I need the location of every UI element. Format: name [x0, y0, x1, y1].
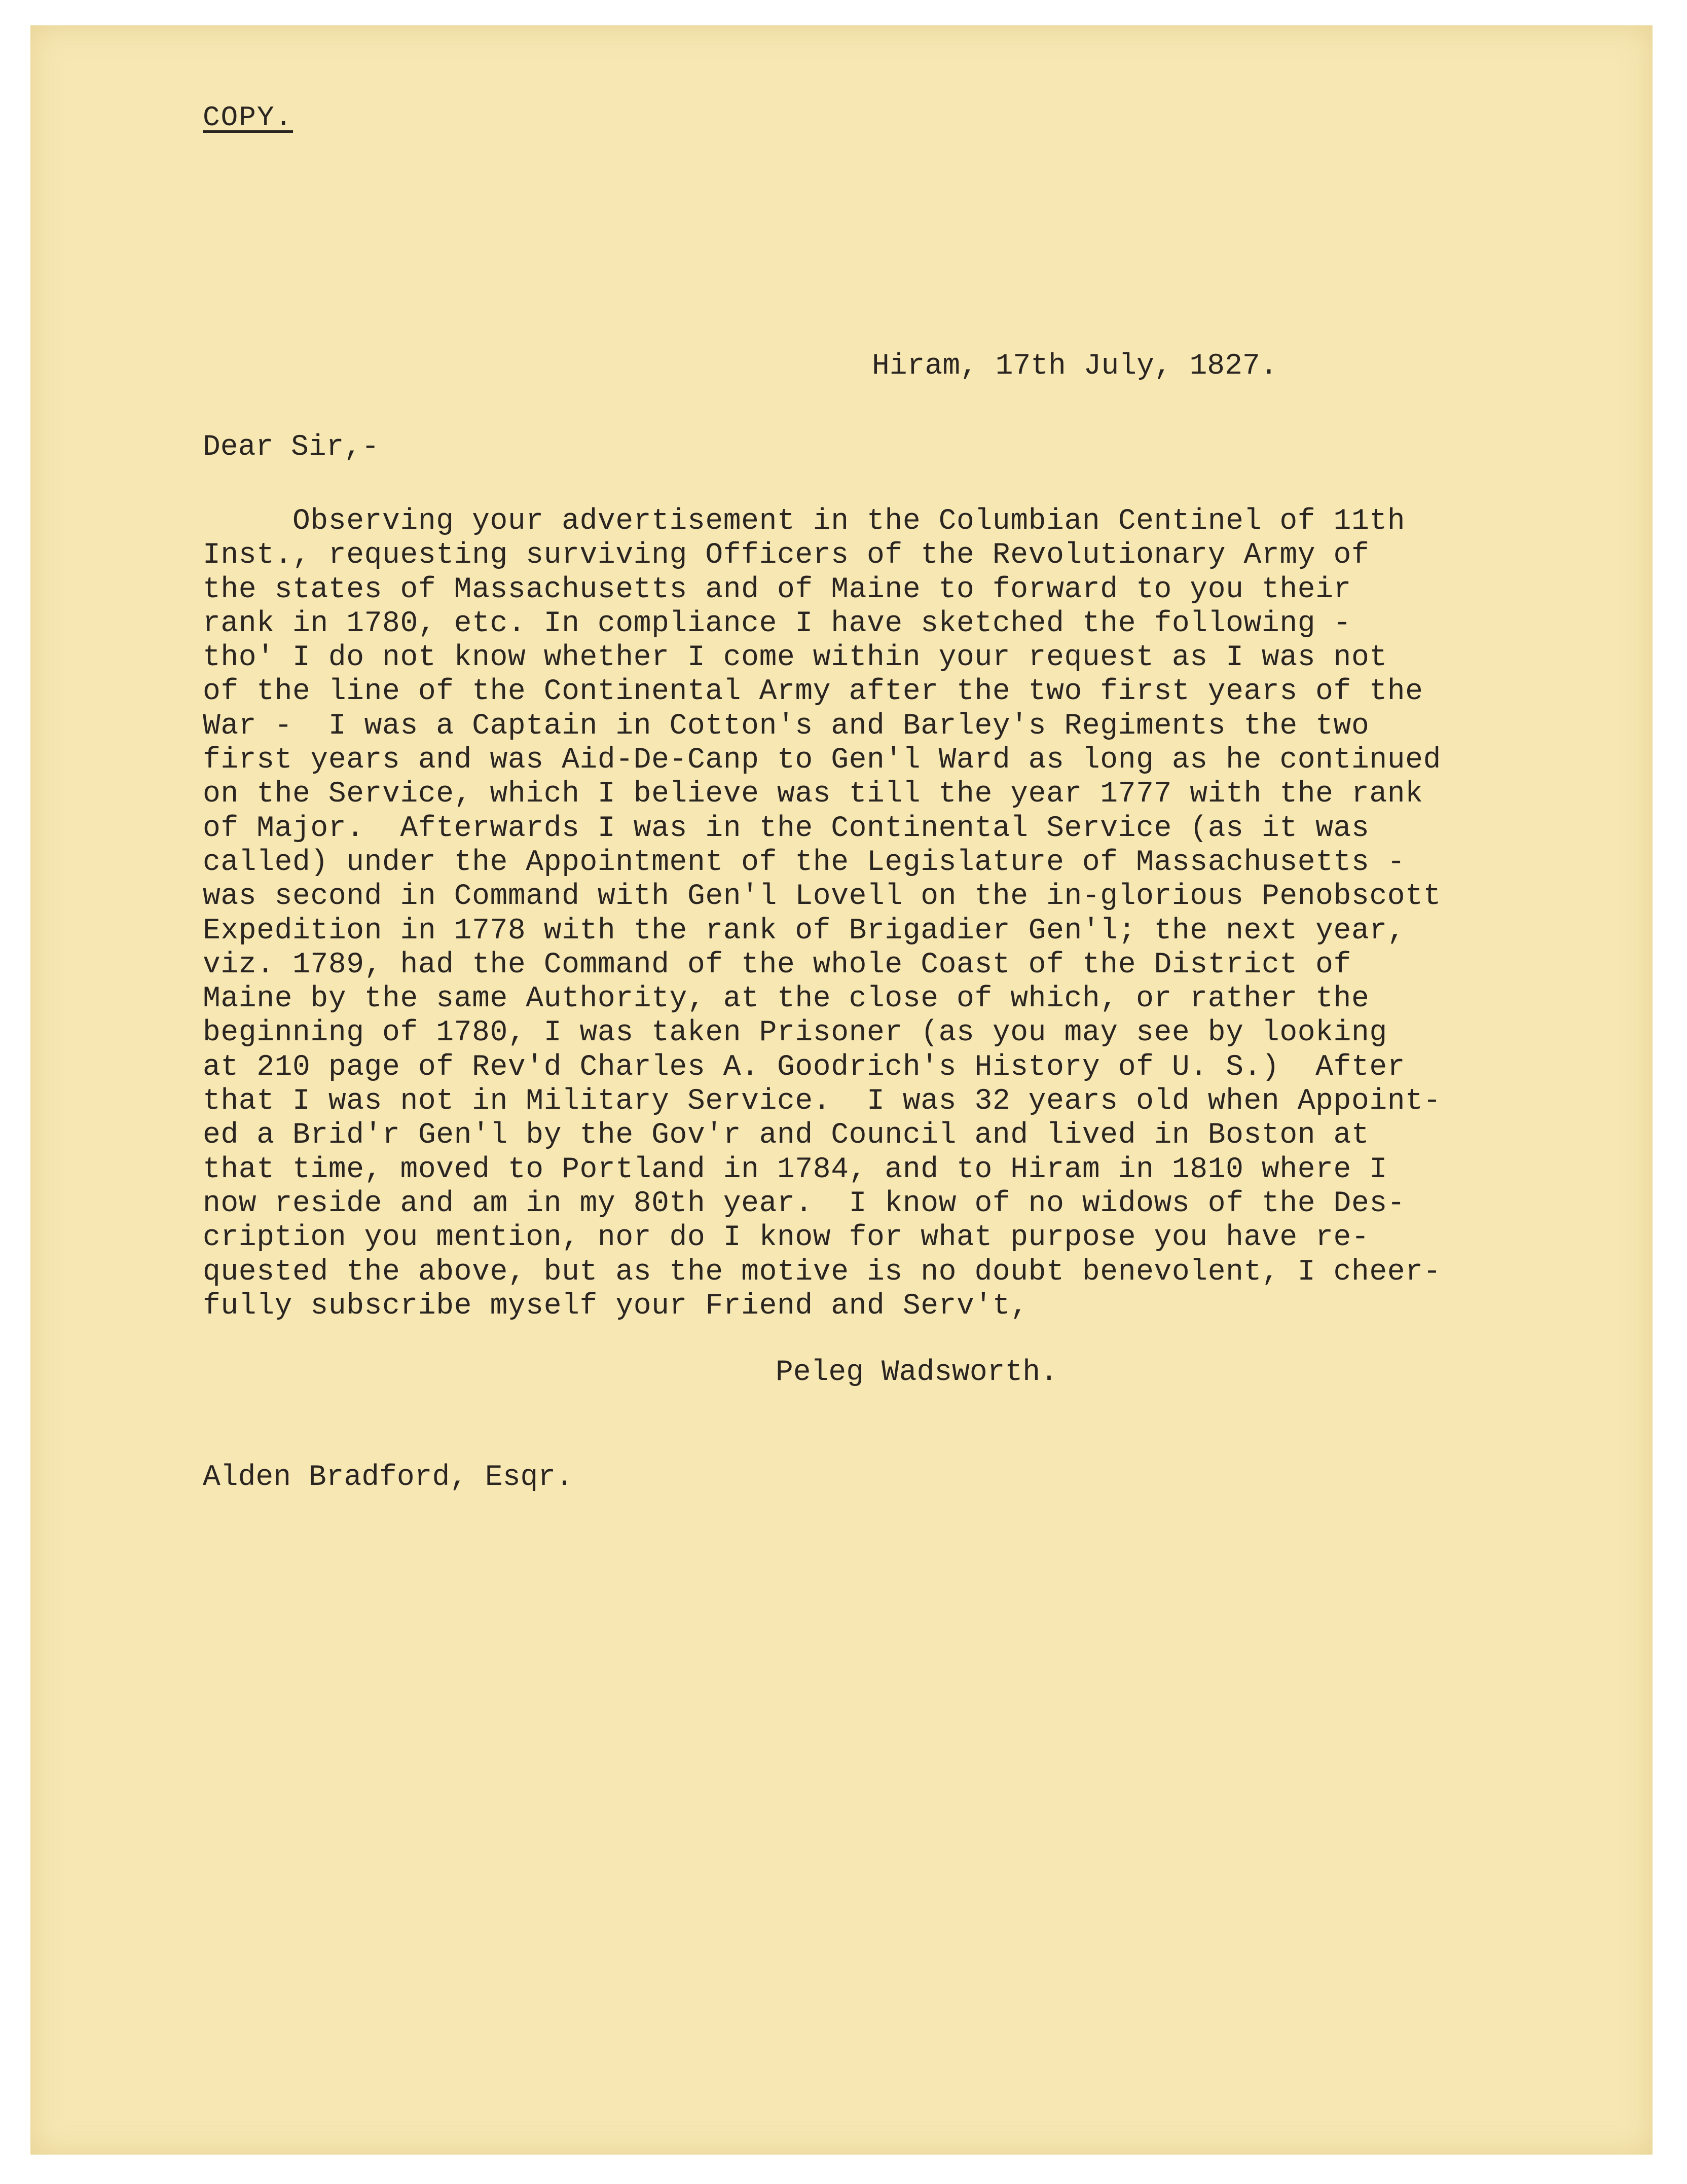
- body-line: cription you mention, nor do I know for what purpose you have re-: [203, 1221, 1370, 1255]
- body-line: Observing your advertisement in the Columbian Centinel of 11th: [203, 505, 1406, 538]
- letter-page: [30, 25, 1653, 2155]
- body-line: called) under the Appointment of the Legislature of Massachusetts -: [203, 846, 1406, 879]
- body-line: tho' I do not know whether I come within your request as I was not: [203, 641, 1387, 675]
- letter-body: [203, 504, 1632, 1323]
- signature: Peleg Wadsworth.: [776, 1356, 1058, 1389]
- body-line: first years and was Aid-De-Canp to Gen'l Ward as long as he continued: [203, 744, 1441, 777]
- body-line: War - I was a Captain in Cotton's and Barley's Regiments the two: [203, 709, 1370, 743]
- body-line: was second in Command with Gen'l Lovell on the in-glorious Penobscott: [203, 880, 1441, 914]
- body-line: the states of Massachusetts and of Maine to forward to you their: [203, 573, 1351, 606]
- body-line: viz. 1789, had the Command of the whole Coast of the District of: [203, 948, 1351, 981]
- copy-mark: COPY.: [203, 101, 294, 134]
- body-line: beginning of 1780, I was taken Prisoner (as you may see by looking: [203, 1016, 1387, 1050]
- body-line: Expedition in 1778 with the rank of Brigadier Gen'l; the next year,: [203, 914, 1406, 948]
- body-line: at 210 page of Rev'd Charles A. Goodrich's History of U. S.) After: [203, 1050, 1406, 1084]
- dateline: Hiram, 17th July, 1827.: [872, 350, 1278, 383]
- body-line: quested the above, but as the motive is no doubt benevolent, I cheer-: [203, 1255, 1441, 1289]
- body-line: now reside and am in my 80th year. I know of no widows of the Des-: [203, 1187, 1406, 1220]
- body-line: Maine by the same Authority, at the close of which, or rather the: [203, 982, 1370, 1016]
- body-line: of the line of the Continental Army after the two first years of the: [203, 675, 1423, 709]
- addressee: Alden Bradford, Esqr.: [203, 1461, 573, 1494]
- salutation: Dear Sir,-: [203, 431, 380, 464]
- body-line: that time, moved to Portland in 1784, and to Hiram in 1810 where I: [203, 1153, 1387, 1186]
- body-line: that I was not in Military Service. I was 32 years old when Appoint-: [203, 1085, 1441, 1118]
- body-line: rank in 1780, etc. In compliance I have sketched the following -: [203, 607, 1351, 640]
- body-line: of Major. Afterwards I was in the Continental Service (as it was: [203, 812, 1370, 845]
- body-line: fully subscribe myself your Friend and Serv't,: [203, 1289, 1029, 1323]
- body-line: Inst., requesting surviving Officers of the Revolutionary Army of: [203, 539, 1370, 572]
- body-line: ed a Brid'r Gen'l by the Gov'r and Council and lived in Boston at: [203, 1119, 1370, 1152]
- body-line: on the Service, which I believe was till the year 1777 with the rank: [203, 778, 1423, 811]
